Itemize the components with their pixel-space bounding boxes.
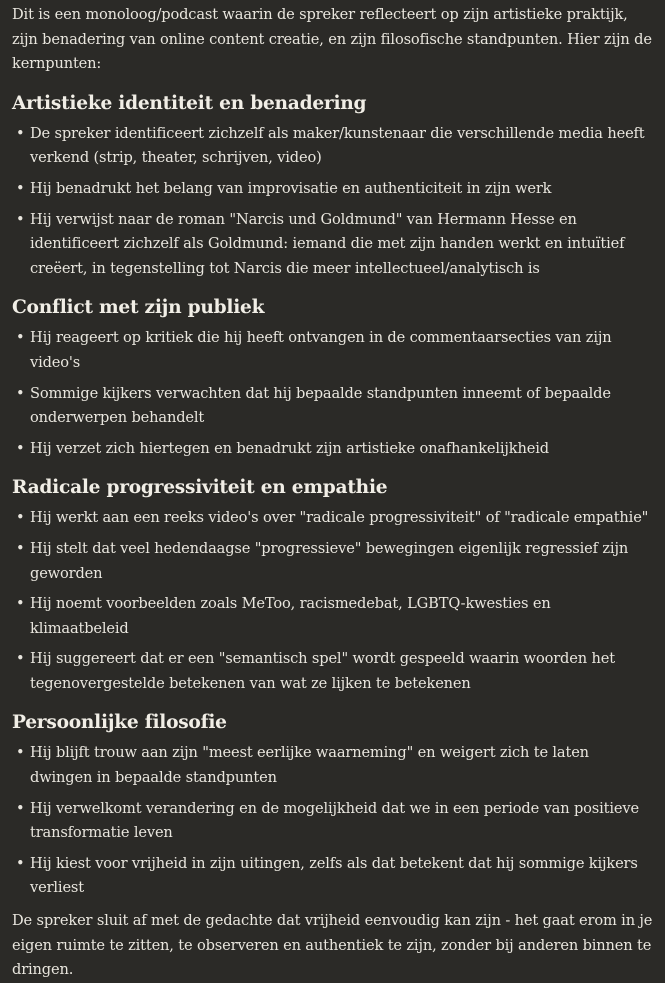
list-item: • Hij reageert op kritiek die hij heeft ontvangen in de commentaarsecties van zijn video's — [30, 326, 653, 375]
section-heading-artistic-identity: Artistieke identiteit en benadering — [12, 92, 367, 114]
list-item: • De spreker identificeert zichzelf als maker/kunstenaar die verschillende media heeft verkend (strip, theater, schrijven, video) — [30, 122, 653, 171]
bullet-list-audience-conflict — [12, 326, 653, 461]
list-item: • Hij kiest voor vrijheid in zijn uitingen, zelfs als dat betekent dat hij sommige kijkers verliest — [30, 852, 653, 901]
bullet-list-radical-progressiveness — [12, 506, 653, 696]
list-item: • Hij verwelkomt verandering en de mogelijkheid dat we in een periode van positieve transformatie leven — [30, 797, 653, 846]
closing-paragraph: De spreker sluit af met de gedachte dat vrijheid eenvoudig kan zijn - het gaat erom in je eigen ruimte te zitten, te observeren en authentiek te zijn, zonder bij anderen binnen te dringen. — [12, 912, 653, 979]
section-heading-audience-conflict: Conflict met zijn publiek — [12, 297, 265, 319]
section-heading-personal-philosophy: Persoonlijke filosofie — [12, 712, 227, 734]
list-item: • Hij noemt voorbeelden zoals MeToo, racismedebat, LGBTQ-kwesties en klimaatbeleid — [30, 592, 653, 641]
list-item: • Sommige kijkers verwachten dat hij bepaalde standpunten inneemt of bepaalde onderwerpen behandelt — [30, 382, 653, 431]
list-item: • Hij benadrukt het belang van improvisatie en authenticiteit in zijn werk — [30, 177, 653, 202]
list-item: • Hij verwijst naar de roman "Narcis und Goldmund" van Hermann Hesse en identificeert zichzelf als Goldmund: iemand die met zijn handen werkt en intuïtief creëert, in tegenstelling tot Narcis die meer intellectueel/analytisch is — [30, 208, 653, 282]
list-item: • Hij suggereert dat er een "semantisch spel" wordt gespeeld waarin woorden het tegenovergestelde betekenen van wat ze lijken te betekenen — [30, 647, 653, 696]
intro-paragraph: Dit is een monoloog/podcast waarin de spreker reflecteert op zijn artistieke praktijk, zijn benadering van online content creatie, en zijn filosofische standpunten. Hier zijn de kernpunten: — [12, 6, 652, 73]
bullet-list-personal-philosophy — [12, 741, 653, 901]
section-heading-radical-progressiveness: Radicale progressiviteit en empathie — [12, 477, 388, 499]
list-item: • Hij stelt dat veel hedendaagse "progressieve" bewegingen eigenlijk regressief zijn geworden — [30, 537, 653, 586]
bullet-list-artistic-identity — [12, 122, 653, 282]
list-item: • Hij verzet zich hiertegen en benadrukt zijn artistieke onafhankelijkheid — [30, 437, 653, 462]
list-item: • Hij blijft trouw aan zijn "meest eerlijke waarneming" en weigert zich te laten dwingen in bepaalde standpunten — [30, 741, 653, 790]
list-item: • Hij werkt aan een reeks video's over "radicale progressiviteit" of "radicale empathie" — [30, 506, 653, 531]
